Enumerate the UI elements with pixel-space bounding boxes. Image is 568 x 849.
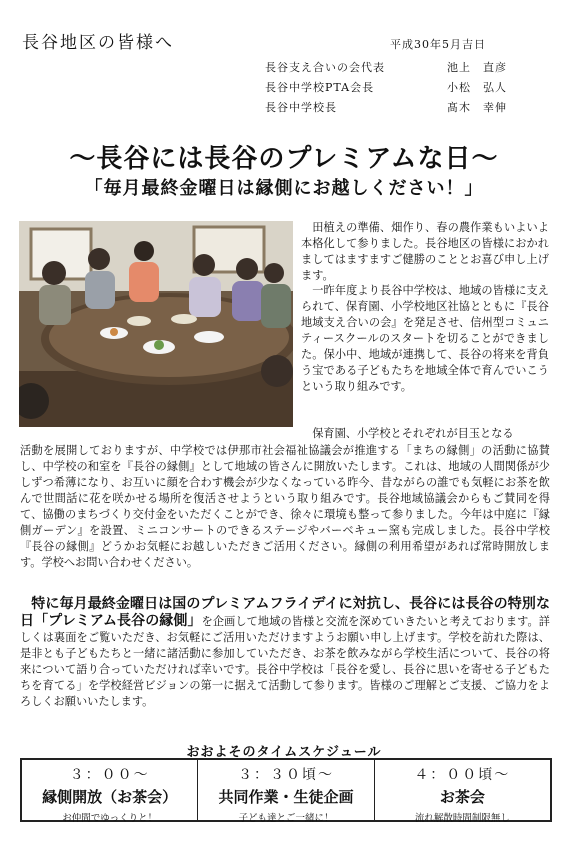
addressee: 長谷地区の皆様へ — [22, 33, 174, 53]
slot-note: お仲間でゆっくりと！ — [62, 813, 158, 824]
engawa-paragraph: 活動を展開しておりますが、中学校では伊那市社会福祉協議会が推進する「まちの縁側」の活動に協賛し、中学校の和室を『長谷の縁側』として地域の皆さんに開放いたします。これは、地域の人間関係が少しずつ希薄になり、お互いに顔を合わす機会が少なくなっている昨今、昔ながらの誰でも気軽にお茶を飲んで世間話に花を咲かせる場所を復活させようという取り組みです。長谷地域協議会からもご賛同を得て、協働のまちづくり交付金をいただくことができ、徐々に環境も整って参りました。今年は中庭に『縁側ガーデン』を設置、ミニコンサートのできるステージやバーベキュー窯も完成しました。長谷中学校『長谷の縁側』どうかお気軽にお越しいただきご活用ください。縁側の利用希望があれば常時開放します。学校へお問い合わせください。 — [20, 444, 550, 569]
sender-org: 長谷支え合いの会代表 — [265, 61, 385, 74]
schedule-slot — [198, 760, 374, 824]
schedule-table — [20, 758, 552, 822]
schedule-title: おおよそのタイムスケジュール — [186, 745, 382, 760]
slot-event: 共同作業・生徒企画 — [218, 788, 354, 806]
premium-day-lead: 特に毎月最終金曜日は国のプレミアムフライデイに対抗し、長谷には長谷の特別な日「プレミアム長谷の縁側」 — [20, 596, 550, 629]
engawa-paragraph-start — [301, 426, 549, 442]
schedule-slot — [22, 760, 198, 824]
subheadline: 「毎月最終金曜日は縁側にお越しください！」 — [84, 178, 484, 199]
intro-paragraph — [301, 220, 549, 284]
slot-time: ３：００～ — [69, 767, 150, 783]
group-tea-gathering-photo — [19, 221, 293, 427]
sender-org: 長谷中学校長 — [265, 101, 337, 114]
slot-event: お茶会 — [439, 788, 485, 806]
schedule-slot — [375, 760, 550, 824]
intro-text: 田植えの準備、畑作り、春の農作業もいよいよ本格化して参りました。長谷地区の皆様におかれましてはますますご健勝のこととお喜び申し上げます。 — [301, 221, 549, 282]
background-paragraph — [301, 283, 549, 395]
slot-note: 流れ解散時間制限無し — [414, 813, 510, 824]
premium-day-paragraph — [20, 596, 550, 710]
engawa-text-start: 保育園、小学校とそれぞれが目玉となる — [312, 427, 514, 440]
premium-day-text: を企画して地域の皆様と交流を深めていきたいと考えております。詳しくは裏面をご覧いただき、お気軽にご活用いただけますようお願い申し上げます。学校を訪れた際は、是非とも子どもたちと一緒に諸活動に参加していただき、お茶を飲みながら学校生活について、長谷の将来について語り合っていただければ幸いです。長谷中学校は「長谷を愛し、長谷に思いを寄せる子どもたちを育てる」を学校経営ビジョンの第一に据えて活動して参ります。皆様のご理解とご支援、ご協力をよろしくお願いいたします。 — [20, 615, 550, 708]
issue-date: 平成30年5月吉日 — [390, 38, 486, 51]
slot-time: ４：００頃～ — [414, 767, 511, 783]
sender-name: 小松 弘人 — [447, 81, 507, 94]
sender-org: 長谷中学校PTA会長 — [265, 81, 375, 94]
sender-name: 髙木 幸伸 — [447, 101, 507, 114]
slot-event: 縁側開放（お茶会） — [42, 788, 178, 806]
headline: ～長谷には長谷のプレミアムな日～ — [69, 144, 499, 174]
slot-note: 子ども達とご一緒に！ — [238, 813, 334, 824]
sender-name: 池上 直彦 — [447, 61, 507, 74]
background-text: 一昨年度より長谷中学校は、地域の皆様に支えられて、保育園、小学校地区社協とともに『長谷地域支え合いの会』を発足させ、信州型コミュニティースクールのスタートを切ることができました。保小中、地域が連携して、長谷の将来を背負う宝である子どもたちを地域全体で育んでいこうという取り組みです。 — [301, 284, 549, 393]
slot-time: ３：３０頃～ — [237, 767, 334, 783]
